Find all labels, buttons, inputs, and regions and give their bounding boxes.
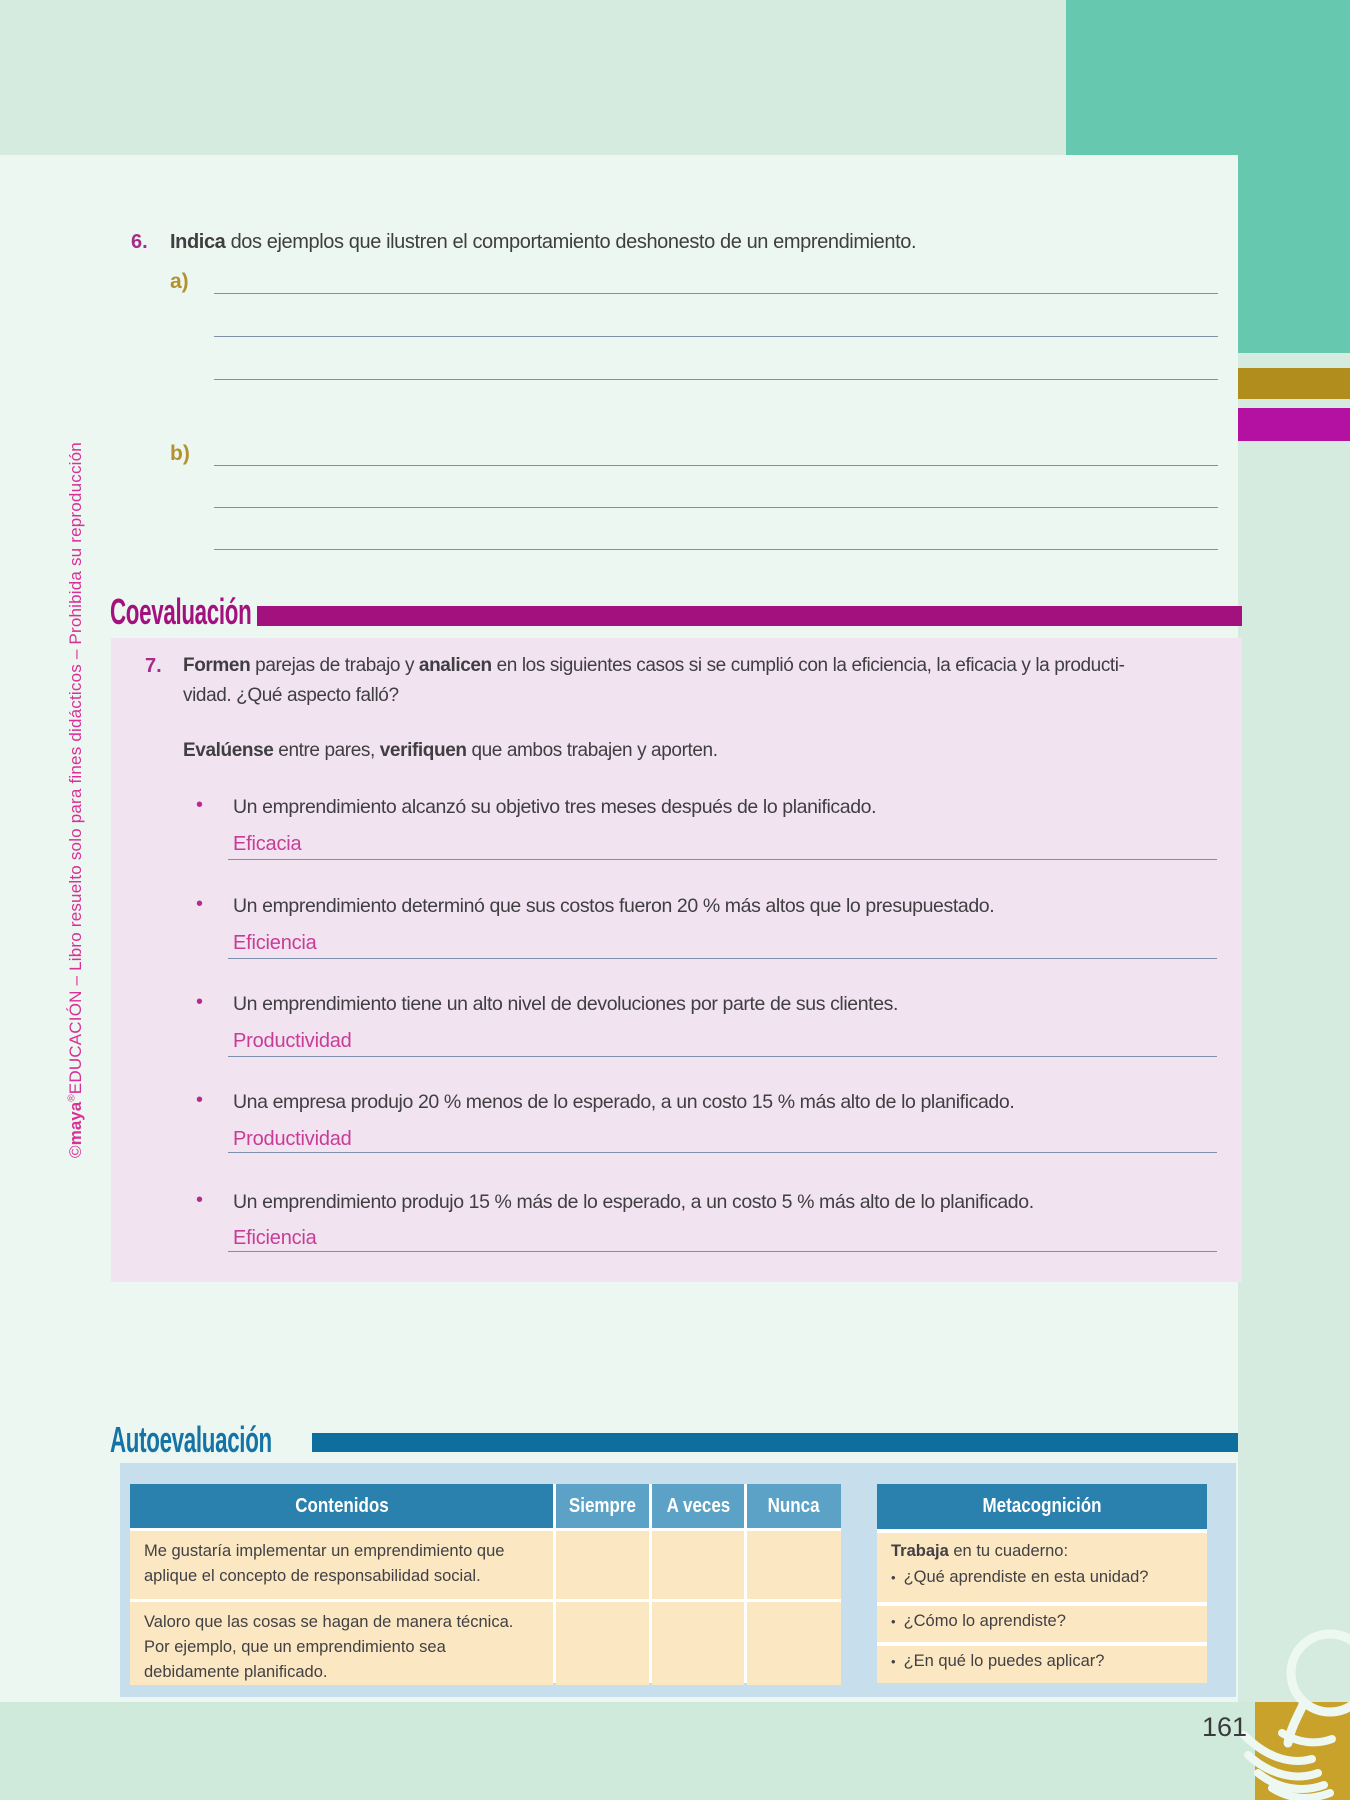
coevaluacion-title-bar [257, 606, 1242, 626]
case-text: Una empresa produjo 20 % menos de lo esperado, a un costo 15 % más alto de lo planificado. [233, 1091, 1015, 1113]
answer-blank-line [214, 293, 1218, 294]
table-header-nunca: Nunca [747, 1484, 841, 1528]
bullet-icon [891, 1612, 904, 1630]
case-text: Un emprendimiento produjo 15 % más de lo esperado, a un costo 5 % más alto de lo planificado. [233, 1191, 1034, 1213]
copyright-sidebar [66, 442, 86, 1158]
case-text: Un emprendimiento alcanzó su objetivo tres meses después de lo planificado. [233, 796, 877, 818]
exercise-6-text: Indica dos ejemplos que ilustren el comportamiento deshonesto de un emprendimiento. [170, 231, 917, 253]
bullet-icon: • [196, 991, 204, 1013]
metacognition-header: Metacognición [877, 1484, 1207, 1529]
autoevaluacion-title: Autoevaluación [110, 1419, 272, 1460]
case-answer: Eficacia [233, 833, 302, 855]
table-check-cell[interactable] [556, 1531, 649, 1599]
case-answer: Productividad [233, 1030, 352, 1052]
coevaluacion-title: Coevaluación [110, 591, 252, 632]
metacognition-box [877, 1484, 1207, 1683]
bullet-icon: • [196, 893, 204, 915]
answer-blank-line [214, 379, 1218, 380]
table-row: Me gustaría implementar un emprendimiento que aplique el concepto de responsabilidad social. [130, 1531, 553, 1599]
table-header-siempre: Siempre [556, 1484, 649, 1528]
table-row: Valoro que las cosas se hagan de manera técnica. Por ejemplo, que un emprendimiento sea debidamente planificado. [130, 1602, 553, 1685]
metacognition-intro: Trabaja en tu cuaderno: [891, 1542, 1069, 1560]
exercise-7-intro-line2: vidad. ¿Qué aspecto falló? [183, 685, 399, 706]
metacognition-question: • ¿Qué aprendiste en esta unidad? [891, 1565, 1197, 1591]
case-answer: Productividad [233, 1128, 352, 1150]
answer-underline [228, 1152, 1217, 1153]
table-check-cell[interactable] [556, 1602, 649, 1685]
bottom-band [0, 1702, 1350, 1800]
item-a-label: a) [170, 270, 189, 293]
answer-blank-line [214, 549, 1218, 550]
exercise-7-number: 7. [145, 655, 162, 677]
bullet-icon: • [196, 794, 204, 816]
answer-underline [228, 958, 1217, 959]
item-b-label: b) [170, 442, 190, 465]
metacognition-row: • ¿En qué lo puedes aplicar? [877, 1646, 1207, 1683]
page-number: 161 [1201, 1712, 1247, 1742]
table-check-cell[interactable] [747, 1602, 841, 1685]
case-answer: Eficiencia [233, 932, 317, 954]
bullet-icon: • [196, 1189, 204, 1211]
table-check-cell[interactable] [747, 1531, 841, 1599]
table-header-aveces: A veces [652, 1484, 744, 1528]
bullet-icon [891, 1568, 904, 1586]
exercise-7-note: Evalúense entre pares, verifiquen que ambos trabajen y aporten. [183, 740, 718, 761]
bullet-icon [891, 1652, 904, 1670]
case-text: Un emprendimiento tiene un alto nivel de devoluciones por parte de sus clientes. [233, 993, 899, 1015]
answer-underline [228, 859, 1217, 860]
answer-blank-line [214, 465, 1218, 466]
registered-mark: ® [66, 1094, 78, 1102]
metacognition-row: • ¿Cómo lo aprendiste? [877, 1606, 1207, 1642]
exercise-7-intro-line1: Formen parejas de trabajo y analicen en los siguientes casos si se cumplió con la eficiencia, la eficacia y la producti- [183, 655, 1125, 676]
answer-underline [228, 1251, 1217, 1252]
case-text: Un emprendimiento determinó que sus costos fueron 20 % más altos que lo presupuestado. [233, 895, 995, 917]
coevaluacion-panel [111, 638, 1242, 1282]
answer-blank-line [214, 336, 1218, 337]
copyright-text: EDUCACIÓN – Libro resuelto solo para fines didácticos – Prohibida su reproducción [66, 442, 85, 1095]
exercise-6-number: 6. [131, 231, 148, 253]
table-header-contenidos: Contenidos [130, 1484, 553, 1528]
magenta-edge-bar [1238, 408, 1350, 441]
lightbulb-hand-icon [1238, 1615, 1350, 1800]
gold-edge-bar [1238, 368, 1350, 399]
answer-blank-line [214, 507, 1218, 508]
table-check-cell[interactable] [652, 1531, 744, 1599]
case-answer: Eficiencia [233, 1227, 317, 1249]
copyright-symbol: © [66, 1145, 85, 1158]
autoevaluacion-title-bar [312, 1433, 1238, 1452]
self-evaluation-table [130, 1484, 841, 1683]
bullet-icon: • [196, 1089, 204, 1111]
brand-logo: maya [66, 1101, 85, 1146]
table-check-cell[interactable] [652, 1602, 744, 1685]
metacognition-row [877, 1533, 1207, 1602]
answer-underline [228, 1056, 1217, 1057]
